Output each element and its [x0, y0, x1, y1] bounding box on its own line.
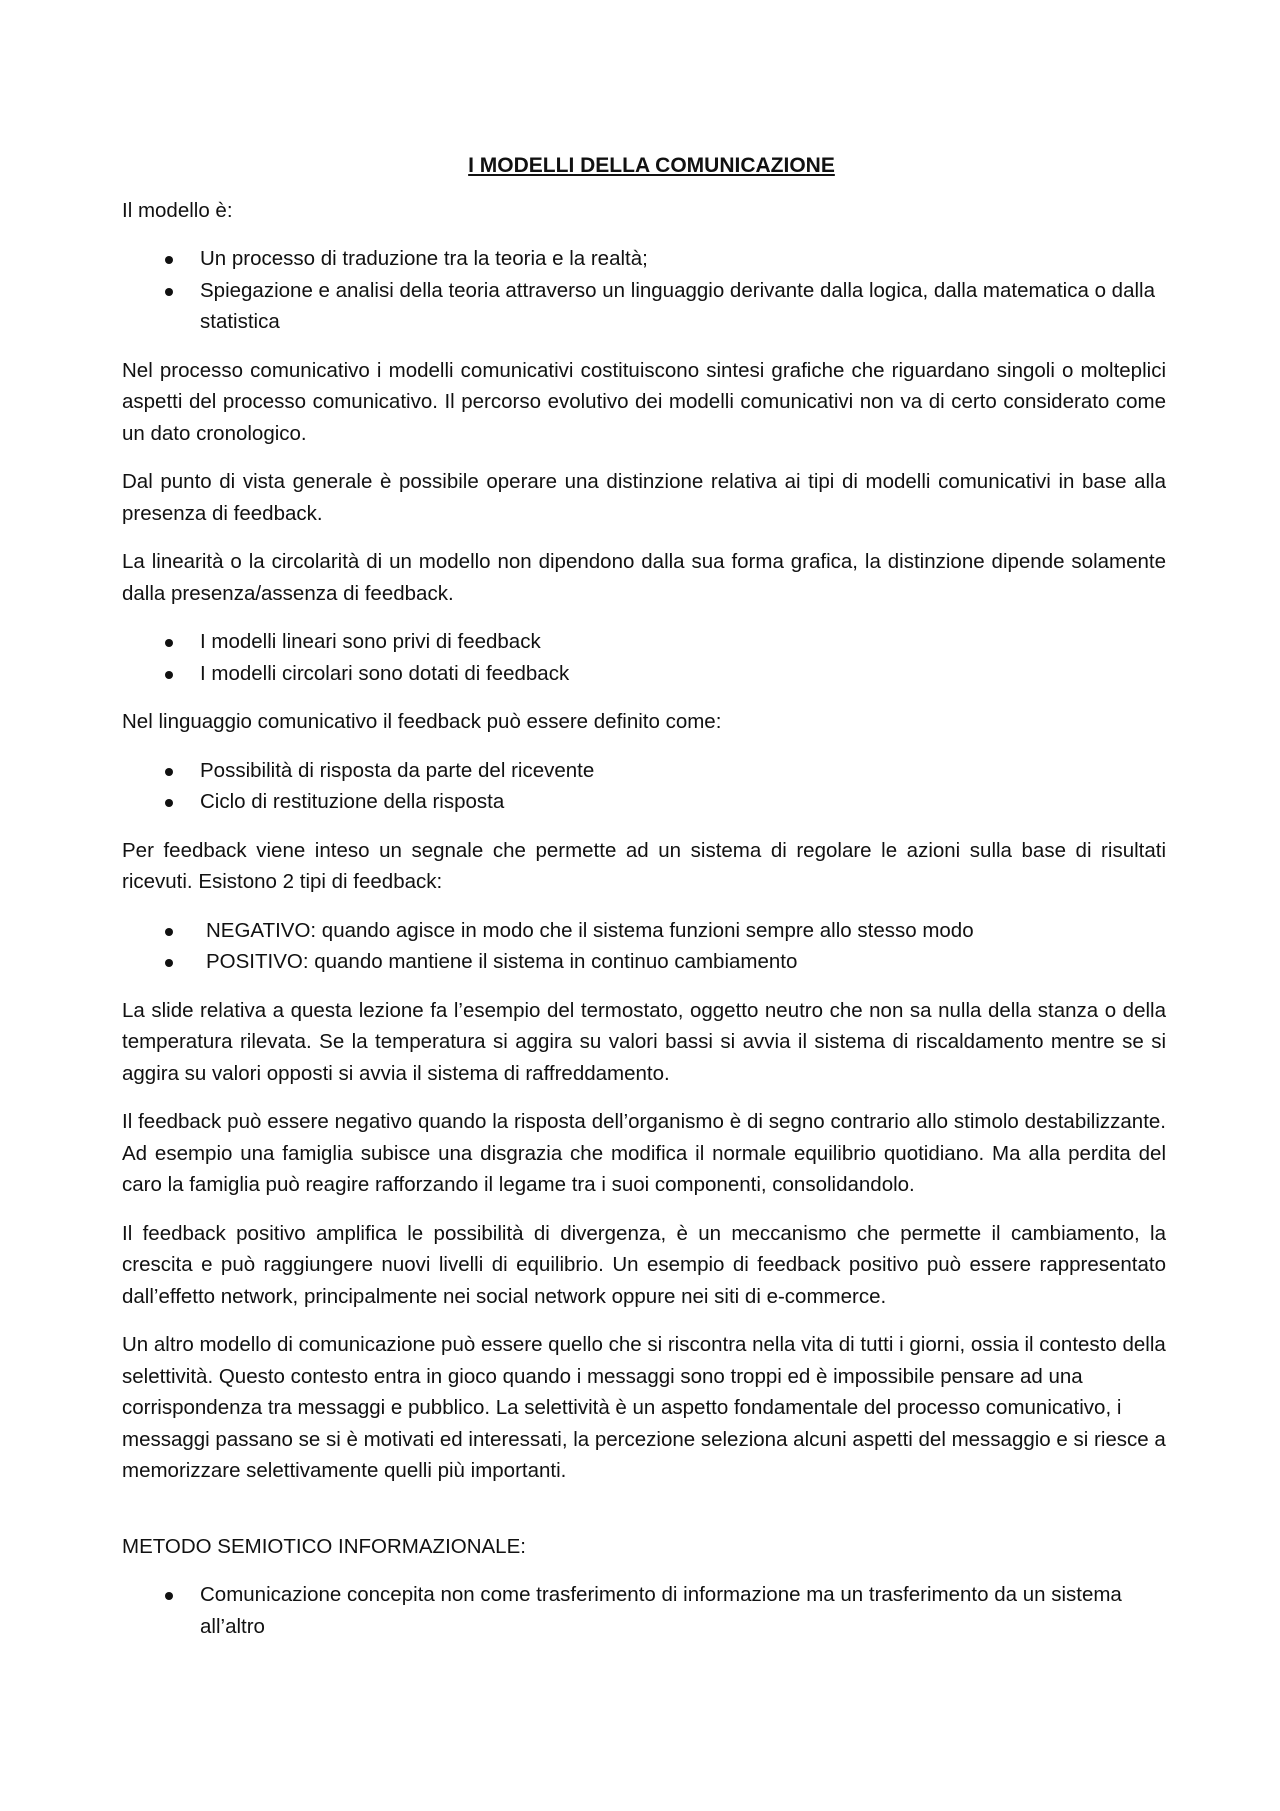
paragraph: La linearità o la circolarità di un modello non dipendono dalla sua forma grafica, la distinzione dipende solamente dalla presenza/assenza di feedback. [122, 550, 1166, 605]
paragraph: Nel linguaggio comunicativo il feedback può essere definito come: [122, 710, 722, 733]
model-definition-list [122, 243, 1166, 338]
paragraph: Il feedback positivo amplifica le possibilità di divergenza, è un meccanismo che permette il cambiamento, la crescita e può raggiungere nuovi livelli di equilibrio. Un esempio di feedback positivo può essere rappresentato dall’effetto network, principalmente nei social network oppure nei siti di e-commerce. [122, 1221, 1166, 1308]
bullet-icon [165, 1592, 173, 1600]
paragraph: Un altro modello di comunicazione può essere quello che si riscontra nella vita di tutti i giorni, ossia il contesto della selettività. Questo contesto entra in gioco quando i messaggi sono troppi ed è impossibile pensare ad una corrispondenza tra messaggi e pubblico. La selettività è un aspetto fondamentale del processo comunicativo, i messaggi passano se si è motivati ed interessati, la percezione seleziona alcuni aspetti del messaggio e si riesce a memorizzare selettivamente quelli più importanti. [122, 1333, 1166, 1482]
feedback-definition-list [122, 755, 1166, 818]
semiotic-list [122, 1579, 1166, 1642]
bullet-icon [165, 288, 173, 296]
bullet-icon [165, 768, 173, 776]
feedback-types-list [122, 915, 1166, 978]
paragraph: Per feedback viene inteso un segnale che permette ad un sistema di regolare le azioni sulla base di risultati ricevuti. Esistono 2 tipi di feedback: [122, 838, 1166, 893]
bullet-icon [165, 671, 173, 679]
list-item: Comunicazione concepita non come trasferimento di informazione ma un trasferimento da un sistema all’altro [122, 1579, 1166, 1642]
linear-circular-list [122, 626, 1166, 689]
paragraph: Dal punto di vista generale è possibile operare una distinzione relativa ai tipi di modelli comunicativi in base alla presenza di feedback. [122, 470, 1166, 525]
list-item: Un processo di traduzione tra la teoria e la realtà; [122, 243, 1166, 275]
list-item: I modelli circolari sono dotati di feedback [122, 658, 1166, 690]
bullet-icon [165, 959, 173, 967]
bullet-icon [165, 256, 173, 264]
list-item: Spiegazione e analisi della teoria attraverso un linguaggio derivante dalla logica, dalla matematica o dalla statistica [122, 275, 1166, 338]
list-item: Possibilità di risposta da parte del ricevente [122, 755, 1166, 787]
list-item: NEGATIVO: quando agisce in modo che il sistema funzioni sempre allo stesso modo [122, 915, 1166, 947]
page-title: I MODELLI DELLA COMUNICAZIONE [468, 154, 835, 177]
list-item: I modelli lineari sono privi di feedback [122, 626, 1166, 658]
list-item: POSITIVO: quando mantiene il sistema in continuo cambiamento [122, 946, 1166, 978]
document-content [122, 150, 1166, 1659]
paragraph: La slide relativa a questa lezione fa l’esempio del termostato, oggetto neutro che non sa nulla della stanza o della temperatura rilevata. Se la temperatura si aggira su valori bassi si avvia il sistema di riscaldamento mentre se si aggira su valori opposti si avvia il sistema di raffreddamento. [122, 998, 1166, 1085]
bullet-icon [165, 799, 173, 807]
list-item: Ciclo di restituzione della risposta [122, 786, 1166, 818]
section-heading: METODO SEMIOTICO INFORMAZIONALE: [122, 1534, 526, 1558]
intro-text: Il modello è: [122, 198, 233, 222]
paragraph: Il feedback può essere negativo quando la risposta dell’organismo è di segno contrario allo stimolo destabilizzante. Ad esempio una famiglia subisce una disgrazia che modifica il normale equilibrio quotidiano. Ma alla perdita del caro la famiglia può reagire rafforzando il legame tra i suoi componenti, consolidandolo. [122, 1110, 1166, 1196]
paragraph: Nel processo comunicativo i modelli comunicativi costituiscono sintesi grafiche che riguardano singoli o molteplici aspetti del processo comunicativo. Il percorso evolutivo dei modelli comunicativi non va di certo considerato come un dato cronologico. [122, 358, 1166, 445]
bullet-icon [165, 928, 173, 936]
bullet-icon [165, 639, 173, 647]
